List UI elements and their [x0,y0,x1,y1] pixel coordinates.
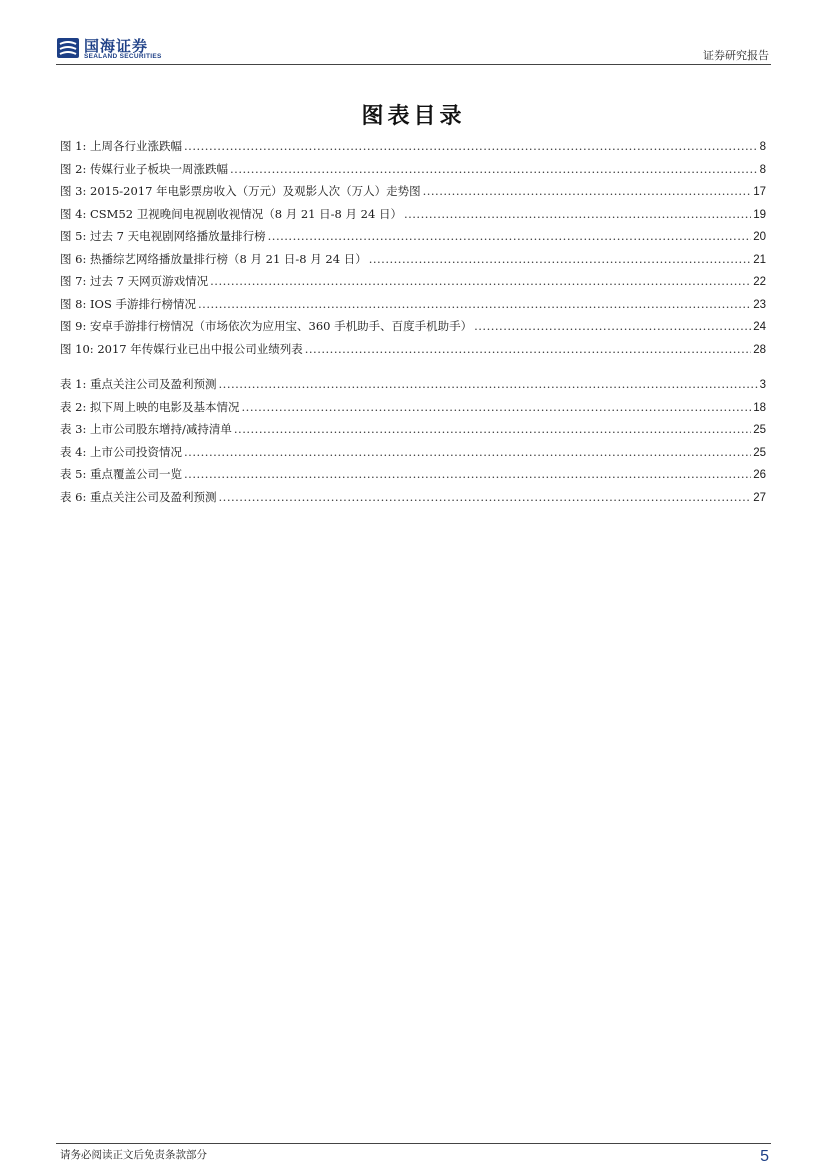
footer-disclaimer: 请务必阅读正文后免责条款部分 [60,1149,207,1161]
toc-entry-label: 图 7: 过去 7 天网页游戏情况 [60,274,209,288]
leader-dots [242,400,752,414]
leader-dots [198,297,751,311]
leader-dots [184,467,751,481]
toc-entry-label: 图 5: 过去 7 天电视剧网络播放量排行榜 [60,229,266,243]
figure-list [60,138,766,363]
leader-dots [184,139,758,153]
toc-entry[interactable] [60,466,766,489]
toc-entry[interactable] [60,251,766,274]
leader-dots [404,207,751,221]
leader-dots [230,162,758,176]
toc-entry-page: 22 [753,276,766,288]
report-type: 证券研究报告 [703,49,769,62]
page-number: 5 [760,1148,769,1165]
toc-entry-label: 表 5: 重点覆盖公司一览 [60,467,183,481]
toc-entry-page: 25 [753,446,766,459]
leader-dots [369,252,751,266]
toc-entry-label: 图 1: 上周各行业涨跌幅 [60,139,183,153]
toc-entry-page: 8 [759,163,766,176]
toc-entry-page: 3 [759,379,766,391]
toc-entry-page: 17 [753,186,766,198]
toc-entry[interactable] [60,273,766,296]
company-name-cn: 国海证券 [84,37,149,55]
toc-entry-page: 25 [753,424,766,436]
leader-dots [219,490,752,504]
sealand-logo-icon [57,36,79,60]
toc-entry-label: 图 8: IOS 手游排行榜情况 [60,296,197,311]
leader-dots [234,422,751,436]
leader-dots [268,229,752,243]
leader-dots [184,445,751,459]
toc-entry-label: 图 6: 热播综艺网络播放量排行榜（8 月 21 日-8 月 24 日） [60,251,367,266]
toc-entry[interactable] [60,341,766,364]
toc-entry-page: 20 [753,231,766,243]
page-title: 图表目录 [361,104,466,129]
toc-entry-page: 27 [753,491,766,504]
toc-entry[interactable] [60,421,766,444]
toc-entry-label: 表 2: 拟下周上映的电影及基本情况 [60,399,240,414]
toc-entry-label: 图 4: CSM52 卫视晚间电视剧收视情况（8 月 21 日-8 月 24 日） [60,206,402,221]
toc-entry-page: 21 [753,253,766,266]
toc-entry[interactable] [60,296,766,319]
toc-entry[interactable] [60,206,766,229]
toc-entry[interactable] [60,138,766,161]
toc-entry-label: 图 10: 2017 年传媒行业已出中报公司业绩列表 [60,341,303,356]
header-divider [56,64,771,65]
toc-entry[interactable] [60,444,766,467]
toc-entry[interactable] [60,376,766,399]
toc-entry-page: 28 [753,343,766,356]
toc-entry-page: 19 [753,208,766,221]
toc-entry[interactable] [60,183,766,206]
toc-entry-label: 图 2: 传媒行业子板块一周涨跌幅 [60,161,229,176]
toc-entry[interactable] [60,161,766,184]
toc-entry[interactable] [60,228,766,251]
toc-entry[interactable] [60,489,766,512]
table-list [60,376,766,511]
toc-entry[interactable] [60,318,766,341]
toc-entry-page: 8 [759,141,766,153]
toc-entry-page: 18 [753,401,766,414]
leader-dots [474,319,751,333]
company-name-en: SEALAND SECURITIES [84,53,162,60]
toc-entry-label: 表 6: 重点关注公司及盈利预测 [60,489,217,504]
toc-entry[interactable] [60,399,766,422]
toc-entry-label: 表 1: 重点关注公司及盈利预测 [60,377,217,391]
toc-entry-page: 26 [753,469,766,481]
footer-divider [56,1143,771,1144]
page-header [0,0,827,66]
leader-dots [210,274,751,288]
leader-dots [219,377,758,391]
toc-entry-page: 24 [753,321,766,333]
leader-dots [305,342,751,356]
toc-entry-label: 表 3: 上市公司股东增持/减持清单 [60,422,232,436]
leader-dots [423,184,752,198]
toc-entry-page: 23 [753,298,766,311]
toc-entry-label: 图 9: 安卓手游排行榜情况（市场依次为应用宝、360 手机助手、百度手机助手） [60,319,473,333]
toc-entry-label: 图 3: 2015-2017 年电影票房收入（万元）及观影人次（万人）走势图 [60,184,421,198]
toc-entry-label: 表 4: 上市公司投资情况 [60,444,183,459]
